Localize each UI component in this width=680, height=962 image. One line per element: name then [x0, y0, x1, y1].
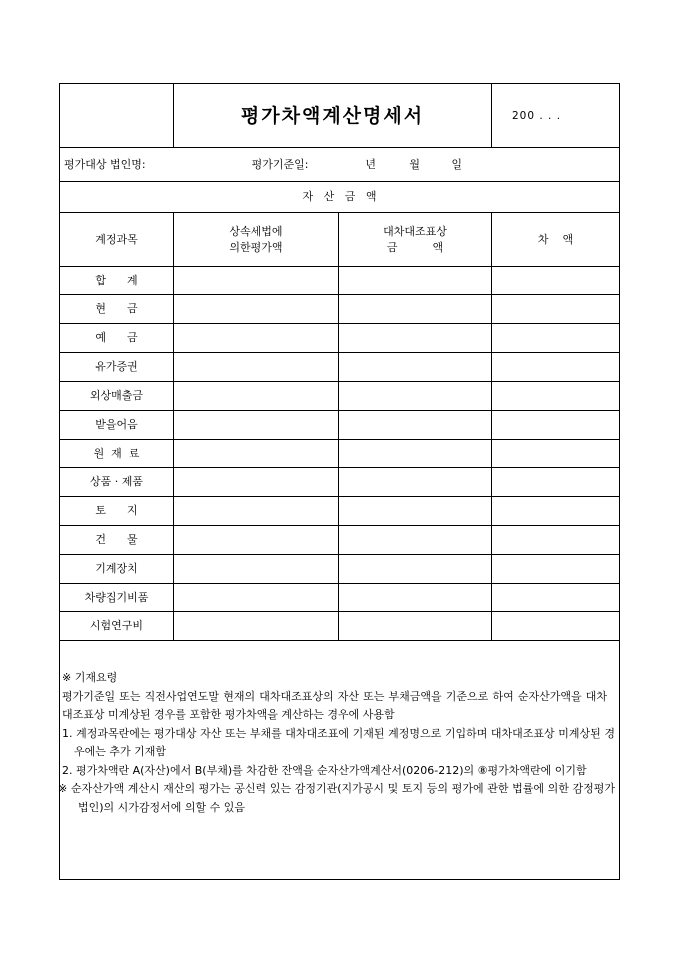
- book-value-column-header: [339, 213, 491, 266]
- inherit-header-line2: 의한평가액: [229, 240, 283, 254]
- base-date-month-field[interactable]: [382, 148, 424, 181]
- divider: [491, 212, 492, 640]
- row-label-securities: 유가증권: [95, 360, 138, 373]
- inherit-value-column-header: [174, 213, 338, 266]
- day-label: 일: [451, 157, 462, 171]
- row-label-research: 시험연구비: [89, 619, 144, 632]
- account-column-header: 계정과목: [95, 232, 138, 246]
- row-label-goods-products: 상품 · 제품: [90, 475, 143, 488]
- notes-item-2: 2. 평가차액란 A(자산)에서 B(부채)를 차감한 잔액을 순자산가액계산서(0206-212)의 ⑧평가차액란에 이기함: [62, 763, 587, 777]
- year-label: 년: [365, 157, 376, 171]
- row-label-total: 합 계: [95, 273, 138, 287]
- book-header-line2: 금 액: [386, 240, 444, 254]
- notes-intro: 평가기준일 또는 직전사업연도말 현재의 대차대조표상의 자산 또는 부채금액을 기준으로 하여 순자산가액을 대차대조표상 미계상된 경우를 포함한 평가차액을 계산하는 경우에 사용함: [62, 689, 607, 721]
- notes-heading: ※ 기재요령: [62, 671, 118, 684]
- instructions: [60, 655, 619, 817]
- form-title: 평가차액계산명세서: [240, 104, 425, 127]
- inherit-header-line1: 상속세법에: [229, 224, 283, 238]
- base-date-label: 평가기준일:: [251, 157, 309, 171]
- row-label-deposits: 예 금: [95, 331, 138, 344]
- corp-name-label: 평가대상 법인명:: [64, 157, 146, 171]
- divider: [60, 640, 619, 641]
- notes-footnote: ※ 순자산가액 계산시 재산의 평가는 공신력 있는 감정기관(지가공시 및 토지 등의 평가에 관한 법률에 의한 감정평가법인)의 시가감정서에 의할 수 있음: [58, 782, 615, 814]
- base-date-day-field[interactable]: [424, 148, 466, 181]
- divider: [338, 212, 339, 640]
- row-label-land: 토 지: [95, 504, 138, 517]
- date-field[interactable]: 200 . . .: [512, 109, 562, 122]
- row-label-cash: 현 금: [95, 302, 138, 315]
- divider: [173, 212, 174, 640]
- row-label-notes-receivable: 받을어음: [95, 418, 138, 431]
- row-label-raw-materials: 원 재 료: [93, 446, 140, 460]
- difference-column-header: 차 액: [537, 232, 574, 246]
- section-title: 자 산 금 액: [302, 190, 377, 203]
- row-label-machinery: 기계장치: [95, 562, 138, 575]
- row-label-receivables: 외상매출금: [89, 389, 144, 402]
- row-label-vehicles-fixtures: 차량집기비품: [84, 590, 149, 604]
- book-header-line1: 대차대조표상: [383, 224, 447, 238]
- valuation-difference-form: [59, 83, 620, 880]
- base-date-year-field[interactable]: [322, 148, 382, 181]
- row-label-buildings: 건 물: [95, 533, 138, 546]
- notes-item-1: 1. 계정과목란에는 평가대상 자산 또는 부채를 대차대조표에 기재된 계정명으로 기입하며 대차대조표상 미계상된 경우에는 추가 기재함: [62, 726, 615, 758]
- month-label: 월: [409, 157, 420, 171]
